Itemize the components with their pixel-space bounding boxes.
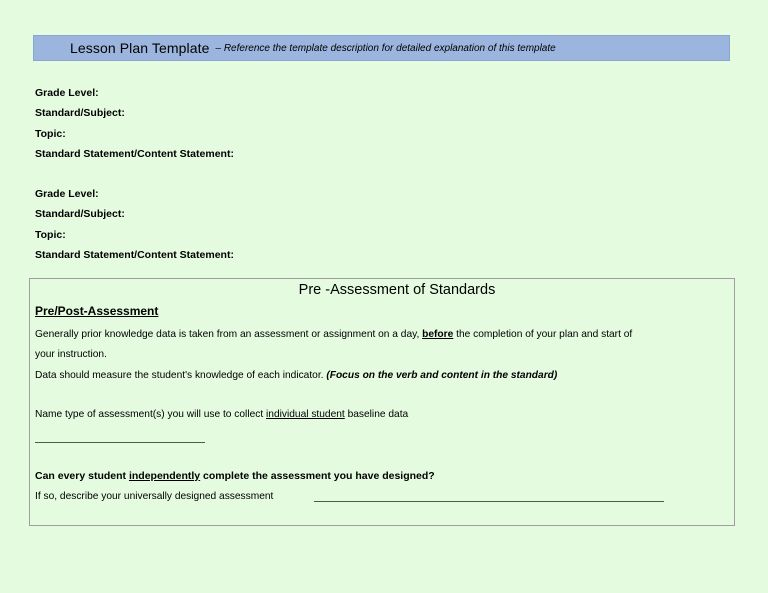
fields-block-2 bbox=[35, 184, 234, 265]
instruction-line-2: your instruction. bbox=[35, 349, 107, 360]
standard-subject-label: Standard/Subject: bbox=[35, 107, 125, 120]
text-fragment: baseline data bbox=[344, 409, 409, 420]
grade-level-label: Grade Level: bbox=[35, 188, 99, 200]
describe-line: If so, describe your universally designed assessment bbox=[35, 491, 274, 502]
independently-emphasis: independently bbox=[128, 470, 201, 482]
text-fragment: Name type of assessment(s) you will use to collect bbox=[35, 409, 267, 420]
instruction-line-3 bbox=[35, 370, 557, 381]
topic-label: Topic: bbox=[35, 228, 66, 241]
standard-subject-label: Standard/Subject: bbox=[35, 208, 125, 221]
pre-assessment-box bbox=[29, 278, 735, 526]
instruction-line-1 bbox=[35, 329, 632, 340]
focus-note: (Focus on the verb and content in the standard) bbox=[326, 370, 558, 381]
pre-assessment-title: Pre -Assessment of Standards bbox=[298, 282, 496, 298]
section-heading: Pre/Post-Assessment bbox=[35, 304, 159, 318]
page-title: Lesson Plan Template bbox=[70, 40, 210, 56]
standard-statement-label: Standard Statement/Content Statement: bbox=[35, 248, 234, 261]
header-bar bbox=[33, 35, 730, 61]
independence-question bbox=[35, 470, 435, 482]
text-fragment: complete the assessment you have designed? bbox=[200, 470, 435, 482]
individual-student-emphasis: individual student bbox=[266, 409, 345, 420]
standard-statement-label: Standard Statement/Content Statement: bbox=[35, 147, 234, 160]
grade-level-label: Grade Level: bbox=[35, 87, 99, 99]
text-fragment: Can every student bbox=[35, 470, 129, 482]
text-fragment: Generally prior knowledge data is taken from an assessment or assignment on a day, bbox=[35, 329, 423, 340]
assessment-type-blank-line bbox=[35, 442, 205, 443]
before-emphasis: before bbox=[422, 329, 454, 340]
topic-label: Topic: bbox=[35, 127, 66, 140]
assessment-type-line bbox=[35, 409, 408, 420]
describe-blank-line bbox=[314, 501, 664, 502]
fields-block-1 bbox=[35, 83, 234, 164]
text-fragment: the completion of your plan and start of bbox=[453, 329, 633, 340]
text-fragment: Data should measure the student's knowledge of each indicator. bbox=[35, 370, 327, 381]
page-subtitle: – Reference the template description for detailed explanation of this template bbox=[215, 42, 556, 54]
